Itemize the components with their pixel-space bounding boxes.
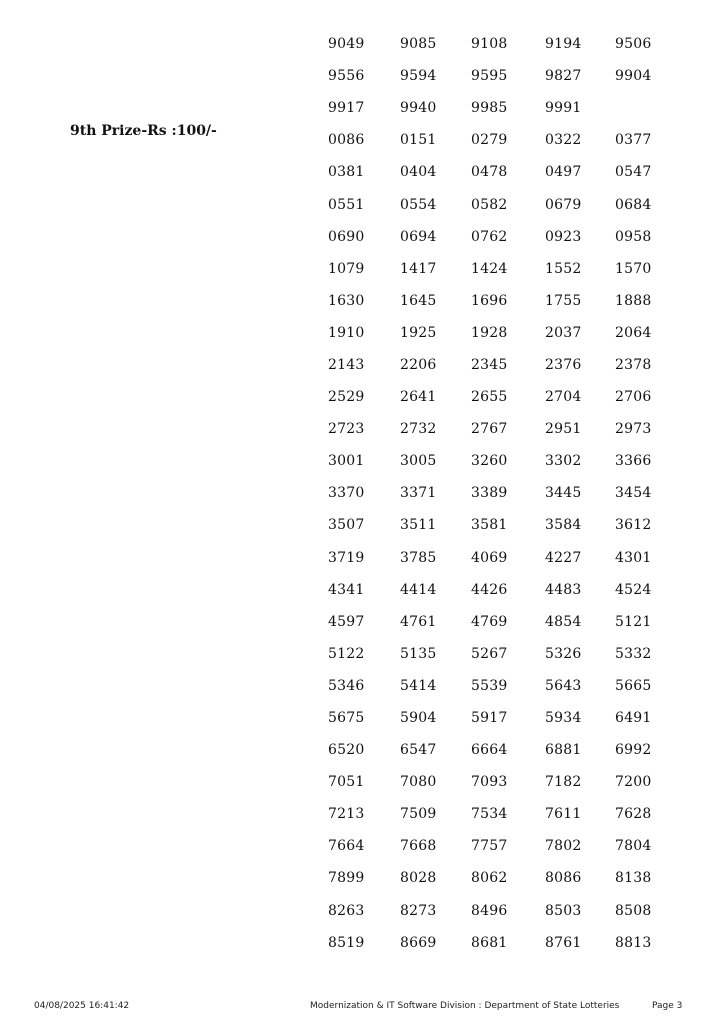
ticket-number-grid [328,28,687,959]
ticket-number: 1079 [328,260,365,277]
ticket-number: 0497 [545,164,582,181]
ticket-number: 9917 [328,100,365,117]
ticket-number: 5346 [328,677,365,694]
ticket-number: 7182 [545,774,582,791]
ticket-number: 5665 [615,677,652,694]
ticket-number: 8062 [471,870,508,887]
ticket-number: 9049 [328,36,365,53]
ticket-number: 3371 [400,485,437,502]
ticket-number: 5267 [471,645,508,662]
ticket-number: 0478 [471,164,508,181]
ticket-number: 4301 [615,549,652,566]
number-row [328,542,687,574]
number-row [328,702,687,734]
ticket-number: 3302 [545,453,582,470]
ticket-number: 7051 [328,774,365,791]
ticket-number: 2529 [328,389,365,406]
ticket-number: 2723 [328,421,365,438]
number-row [328,830,687,862]
ticket-number: 4761 [400,613,437,630]
ticket-number: 7213 [328,806,365,823]
ticket-number: 2973 [615,421,652,438]
ticket-number: 3370 [328,485,365,502]
ticket-number: 0958 [615,228,652,245]
ticket-number: 2376 [545,356,582,373]
ticket-number: 2143 [328,356,365,373]
ticket-number: 8273 [400,902,437,919]
ticket-number: 8496 [471,902,508,919]
ticket-number: 4854 [545,613,582,630]
ticket-number: 1630 [328,292,365,309]
ticket-number: 0279 [471,132,508,149]
footer-page-number: Page 3 [652,1001,683,1011]
ticket-number: 2706 [615,389,652,406]
number-row [328,734,687,766]
ticket-number: 4414 [400,581,437,598]
ticket-number: 5326 [545,645,582,662]
ticket-number: 1570 [615,260,652,277]
ticket-number: 3001 [328,453,365,470]
ticket-number: 2767 [471,421,508,438]
number-row [328,413,687,445]
footer-timestamp: 04/08/2025 16:41:42 [34,1001,130,1011]
ticket-number: 6547 [400,742,437,759]
ticket-number: 5332 [615,645,652,662]
ticket-number: 6992 [615,742,652,759]
ticket-number: 7080 [400,774,437,791]
ticket-number: 9595 [471,68,508,85]
ticket-number: 9085 [400,36,437,53]
ticket-number: 4597 [328,613,365,630]
ticket-number: 2206 [400,356,437,373]
ticket-number: 0381 [328,164,365,181]
number-row [328,221,687,253]
ticket-number: 1888 [615,292,652,309]
ticket-number: 3389 [471,485,508,502]
ticket-number: 3507 [328,517,365,534]
number-row [328,285,687,317]
number-row [328,253,687,285]
ticket-number: 2064 [615,324,652,341]
ticket-number: 0547 [615,164,652,181]
ticket-number: 4426 [471,581,508,598]
ticket-number: 0694 [400,228,437,245]
ticket-number: 7757 [471,838,508,855]
ticket-number: 1645 [400,292,437,309]
ticket-number: 8813 [615,934,652,951]
ticket-number: 5643 [545,677,582,694]
number-row [328,445,687,477]
ticket-number: 4227 [545,549,582,566]
number-row [328,188,687,220]
ticket-number: 8519 [328,934,365,951]
ticket-number: 4483 [545,581,582,598]
ticket-number: 9108 [471,36,508,53]
number-row [328,509,687,541]
ticket-number: 6664 [471,742,508,759]
ticket-number: 2037 [545,324,582,341]
number-row [328,862,687,894]
ticket-number: 7509 [400,806,437,823]
ticket-number: 0086 [328,132,365,149]
ticket-number: 3260 [471,453,508,470]
ticket-number: 3005 [400,453,437,470]
ticket-number: 8028 [400,870,437,887]
ticket-number: 1925 [400,324,437,341]
ticket-number: 7200 [615,774,652,791]
ticket-number: 9827 [545,68,582,85]
number-row [328,92,687,124]
ticket-number: 4524 [615,581,652,598]
ticket-number: 0404 [400,164,437,181]
ticket-number: 0690 [328,228,365,245]
ticket-number: 2655 [471,389,508,406]
prize-label: 9th Prize-Rs :100/- [70,123,217,139]
number-row [328,349,687,381]
ticket-number: 3584 [545,517,582,534]
ticket-number: 7804 [615,838,652,855]
ticket-number: 5414 [400,677,437,694]
ticket-number: 5675 [328,710,365,727]
number-row [328,638,687,670]
ticket-number: 3511 [400,517,437,534]
ticket-number: 3445 [545,485,582,502]
number-row [328,798,687,830]
ticket-number: 0582 [471,196,508,213]
ticket-number: 4341 [328,581,365,598]
number-row [328,28,687,60]
ticket-number: 6520 [328,742,365,759]
ticket-number: 1755 [545,292,582,309]
number-row [328,670,687,702]
ticket-number: 7899 [328,870,365,887]
ticket-number: 5121 [615,613,652,630]
ticket-number: 0151 [400,132,437,149]
ticket-number: 3454 [615,485,652,502]
ticket-number: 2378 [615,356,652,373]
ticket-number: 8263 [328,902,365,919]
footer-division: Modernization & IT Software Division : Department of State Lotteries [310,1001,620,1011]
ticket-number: 8669 [400,934,437,951]
ticket-number: 8503 [545,902,582,919]
ticket-number: 2345 [471,356,508,373]
ticket-number: 9904 [615,68,652,85]
number-row [328,60,687,92]
ticket-number: 1910 [328,324,365,341]
ticket-number: 0679 [545,196,582,213]
ticket-number: 9940 [400,100,437,117]
ticket-number: 9506 [615,36,652,53]
ticket-number: 4069 [471,549,508,566]
ticket-number: 3612 [615,517,652,534]
ticket-number: 5135 [400,645,437,662]
ticket-number: 8508 [615,902,652,919]
number-row [328,477,687,509]
ticket-number: 5934 [545,710,582,727]
ticket-number: 7628 [615,806,652,823]
ticket-number: 1417 [400,260,437,277]
ticket-number: 1424 [471,260,508,277]
ticket-number: 6491 [615,710,652,727]
ticket-number: 0923 [545,228,582,245]
ticket-number: 7668 [400,838,437,855]
ticket-number: 5917 [471,710,508,727]
ticket-number: 9194 [545,36,582,53]
ticket-number: 3719 [328,549,365,566]
ticket-number: 7611 [545,806,582,823]
ticket-number: 1696 [471,292,508,309]
ticket-number: 0762 [471,228,508,245]
ticket-number: 2641 [400,389,437,406]
ticket-number: 0554 [400,196,437,213]
number-row [328,156,687,188]
ticket-number: 9985 [471,100,508,117]
ticket-number: 9594 [400,68,437,85]
number-row [328,574,687,606]
ticket-number: 0684 [615,196,652,213]
ticket-number: 7534 [471,806,508,823]
ticket-number: 7093 [471,774,508,791]
number-row [328,927,687,959]
ticket-number: 6881 [545,742,582,759]
ticket-number: 0322 [545,132,582,149]
ticket-number: 7664 [328,838,365,855]
number-row [328,124,687,156]
ticket-number: 7802 [545,838,582,855]
ticket-number: 0377 [615,132,652,149]
ticket-number: 2951 [545,421,582,438]
ticket-number: 1928 [471,324,508,341]
ticket-number: 0551 [328,196,365,213]
ticket-number: 8138 [615,870,652,887]
ticket-number: 9991 [545,100,582,117]
ticket-number: 8761 [545,934,582,951]
ticket-number: 1552 [545,260,582,277]
ticket-number: 8681 [471,934,508,951]
ticket-number: 3366 [615,453,652,470]
ticket-number: 9556 [328,68,365,85]
number-row [328,895,687,927]
ticket-number: 3581 [471,517,508,534]
number-row [328,606,687,638]
ticket-number: 5122 [328,645,365,662]
number-row [328,381,687,413]
ticket-number: 3785 [400,549,437,566]
ticket-number: 2732 [400,421,437,438]
number-row [328,317,687,349]
ticket-number: 5904 [400,710,437,727]
number-row [328,766,687,798]
ticket-number: 2704 [545,389,582,406]
ticket-number: 5539 [471,677,508,694]
ticket-number: 4769 [471,613,508,630]
ticket-number: 8086 [545,870,582,887]
